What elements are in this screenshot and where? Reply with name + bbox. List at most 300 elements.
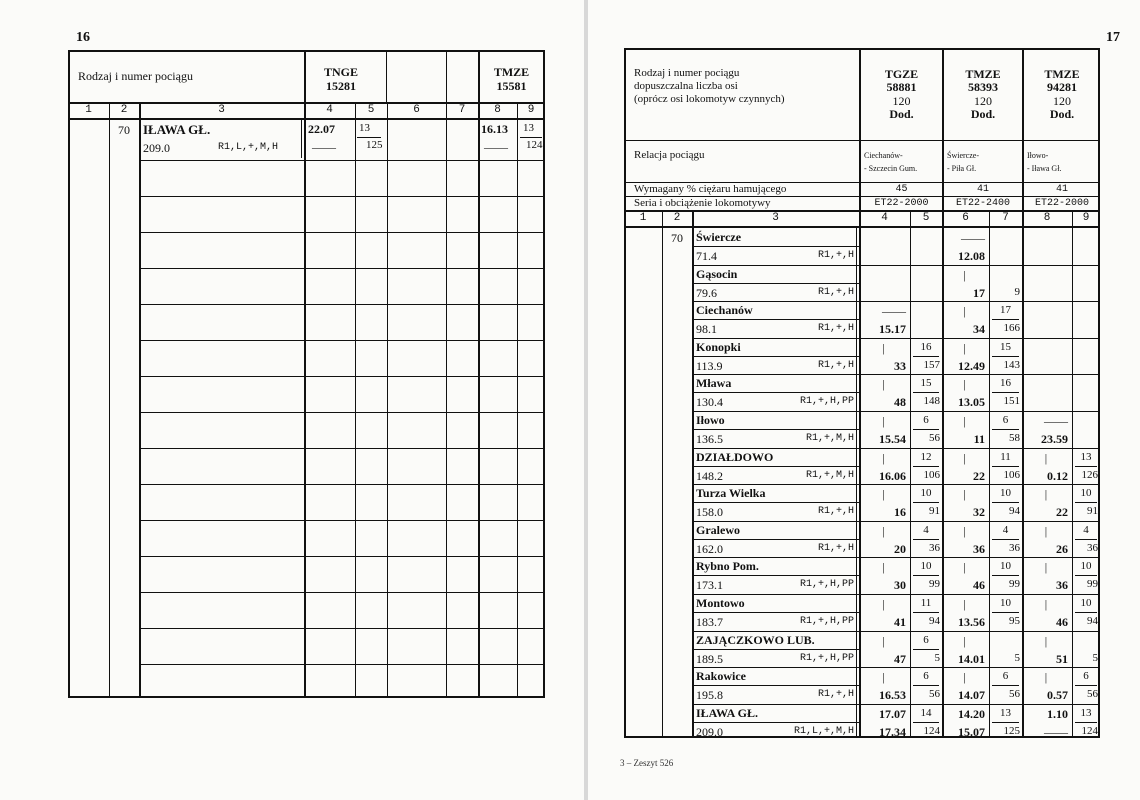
station-name: Iłowo <box>696 413 725 427</box>
run-minutes: 6 <box>923 633 929 646</box>
column-line <box>1072 210 1073 738</box>
speed-limit: 148 <box>923 395 940 408</box>
station-codes: R1,+,H <box>817 323 854 335</box>
run-minutes: 6 <box>923 414 929 426</box>
km-post: 98.1 <box>696 322 717 337</box>
run-minutes: 10 <box>1000 597 1011 609</box>
fraction-line <box>992 429 1019 430</box>
axle-count: 120 <box>1053 94 1071 108</box>
station-codes: R1,+,H <box>817 250 854 261</box>
arrival-time: | <box>963 487 966 502</box>
fraction-line <box>357 137 381 138</box>
numbers-bottom <box>624 226 1100 228</box>
row-line <box>692 521 1100 522</box>
train-relation: - Szczecin Gum. <box>864 164 918 173</box>
column-number: 2 <box>120 104 128 116</box>
row-line <box>139 196 545 197</box>
speed-limit: 36 <box>929 541 940 554</box>
arrival-time: | <box>1044 633 1048 648</box>
speed-limit: 124 <box>923 724 940 737</box>
station-codes: R1,+,H,PP <box>799 616 854 627</box>
fraction-line <box>992 722 1019 723</box>
station-name: Montowo <box>696 596 745 610</box>
departure-time: 34 <box>973 322 985 337</box>
departure-time: 33 <box>894 358 906 373</box>
station-codes: R1,+,H,PP <box>799 396 854 408</box>
speed-limit: 56 <box>1087 688 1098 701</box>
speed-limit: 95 <box>1009 615 1020 627</box>
fraction-line <box>913 685 939 686</box>
row-subline <box>692 392 859 393</box>
departure-time: 17 <box>973 285 985 300</box>
arrival-time: | <box>1044 450 1048 465</box>
station-name: IŁAWA GŁ. <box>143 122 211 137</box>
speed-limit: 125 <box>366 139 383 151</box>
departure-time: 11 <box>973 432 985 446</box>
column-line <box>517 102 518 698</box>
train-note: Dod. <box>970 107 996 121</box>
speed-limit: 36 <box>1009 541 1020 554</box>
fraction-line <box>992 575 1019 576</box>
departure-time: 41 <box>894 615 906 629</box>
km-post: 173.1 <box>696 578 723 593</box>
row-line <box>139 376 545 377</box>
run-minutes: 16 <box>920 340 932 353</box>
departure-time: 15.17 <box>879 322 906 337</box>
train-relation: Iłowo- <box>1027 151 1049 160</box>
km-post: 195.8 <box>696 688 723 703</box>
row-subline <box>692 246 859 247</box>
station-name: Ciechanów <box>696 303 753 318</box>
km-post: 130.4 <box>696 395 723 410</box>
station-codes: R1,+,H <box>817 506 854 518</box>
station-codes: R1,L,+,M,H <box>218 142 279 153</box>
station-codes: R1,+,M,H <box>805 433 854 444</box>
arrival-time: | <box>882 414 885 428</box>
speed-limit: 91 <box>929 505 940 518</box>
speed-limit: 5 <box>934 651 940 664</box>
row-line <box>692 557 1100 558</box>
departure-time: 26 <box>1056 541 1068 556</box>
departure-time: 48 <box>894 395 906 410</box>
km-post: 136.5 <box>696 432 723 446</box>
header-line <box>624 210 1100 212</box>
run-minutes: 13 <box>359 122 370 134</box>
double-line <box>856 228 857 736</box>
train-relation: - Iława Gł. <box>1027 164 1062 173</box>
speed-limit: 143 <box>1003 358 1020 371</box>
fraction-line <box>1075 612 1097 613</box>
header-label: dopuszczalna liczba osi <box>634 80 738 92</box>
arrival-time: | <box>882 377 885 392</box>
page-number: 16 <box>76 30 90 45</box>
arrival-time: | <box>1044 523 1048 538</box>
row-subline <box>692 466 859 467</box>
fraction-line <box>520 137 542 138</box>
column-number: 6 <box>962 212 969 224</box>
speed-limit: 94 <box>1087 615 1098 627</box>
frame-right <box>1098 48 1100 738</box>
fraction-line <box>913 575 939 576</box>
run-minutes: 13 <box>1080 450 1092 463</box>
run-minutes: 6 <box>923 670 929 683</box>
row-subline <box>692 539 859 540</box>
row-subline <box>692 649 859 650</box>
station-name: IŁAWA GŁ. <box>696 705 759 720</box>
train-relation: Świercze- <box>947 151 979 160</box>
run-minutes: 10 <box>920 487 932 500</box>
km-post: 71.4 <box>696 249 717 263</box>
column-line <box>692 210 694 738</box>
column-number: 5 <box>367 104 375 116</box>
speed-limit: 56 <box>929 432 940 444</box>
departure-time: 12.49 <box>958 358 985 373</box>
km-post: 79.6 <box>696 285 717 300</box>
arrival-time: | <box>963 414 966 428</box>
run-minutes: 10 <box>1080 487 1092 500</box>
row-line <box>139 448 545 449</box>
column-number: 4 <box>881 212 888 224</box>
departure-time: 23.59 <box>1041 432 1068 446</box>
run-minutes: 15 <box>1000 340 1011 353</box>
station-codes: R1,+,H <box>817 286 854 298</box>
column-number: 8 <box>494 104 501 116</box>
speed-limit: 124 <box>526 139 543 151</box>
header-line <box>624 140 1100 141</box>
column-number: 7 <box>1002 212 1009 224</box>
run-minutes: 6 <box>1002 414 1009 426</box>
speed-limit: 5 <box>1014 651 1020 664</box>
km-post: 148.2 <box>696 468 723 483</box>
frame-left <box>624 48 626 738</box>
row-line <box>692 667 1100 668</box>
run-minutes: 16 <box>1000 377 1011 390</box>
speed-limit: 124 <box>1081 724 1098 737</box>
row-line <box>692 338 1100 339</box>
arrival-time: | <box>882 340 885 355</box>
row-line <box>692 374 1100 375</box>
speed-limit: 166 <box>1003 322 1020 335</box>
row-line <box>692 301 1100 302</box>
train-type: TGZE <box>884 67 919 81</box>
arrival-time: 1.10 <box>1047 706 1068 721</box>
column-number: 5 <box>922 212 930 224</box>
arrival-time: 17.07 <box>879 706 906 721</box>
speed-limit: 125 <box>1003 724 1020 737</box>
loco-label: Seria i obciążenie lokomotywy <box>634 197 771 209</box>
run-minutes: 17 <box>1000 304 1011 317</box>
column-number: 6 <box>413 104 420 116</box>
train-relation: Ciechanów- <box>864 151 903 160</box>
row-subline <box>692 575 859 576</box>
departure-time: 30 <box>894 578 906 593</box>
station-codes: R1,+,H <box>817 359 854 371</box>
speed-limit: 126 <box>1081 468 1098 481</box>
station-name: Gralewo <box>696 522 740 537</box>
departure-time: 15.54 <box>879 432 906 446</box>
fraction-line <box>1075 502 1097 503</box>
fraction-line <box>992 466 1019 467</box>
km-post: 113.9 <box>696 358 723 373</box>
arrival-time: | <box>1044 487 1048 502</box>
speed-limit: 99 <box>1009 578 1020 591</box>
departure-time: 47 <box>894 651 906 666</box>
column-line <box>387 102 388 698</box>
departure-time: 13.56 <box>958 615 985 629</box>
row-line <box>692 631 1100 632</box>
row-line <box>692 448 1100 449</box>
column-line <box>446 102 447 698</box>
line-number: 70 <box>118 123 130 137</box>
station-codes: R1,+,H <box>817 542 854 554</box>
km-post: 209.0 <box>696 724 723 739</box>
speed-limit: 91 <box>1087 505 1098 518</box>
station-name: DZIAŁDOWO <box>696 449 774 464</box>
run-minutes: 13 <box>1000 706 1011 719</box>
fraction-line <box>1075 685 1097 686</box>
run-minutes: 10 <box>1080 560 1092 573</box>
departure-time: 16.53 <box>879 688 906 703</box>
run-minutes: 4 <box>1002 523 1009 536</box>
arrival-time: | <box>963 340 966 355</box>
speed-limit: 94 <box>1009 505 1020 518</box>
arrival-time: —— <box>961 231 985 245</box>
departure-time: —— <box>484 140 508 154</box>
row-line <box>139 232 545 233</box>
column-number: 9 <box>1082 212 1090 224</box>
arrival-time: —— <box>1044 414 1068 428</box>
speed-limit: 99 <box>929 578 940 591</box>
row-subline <box>692 356 859 357</box>
train-number: 58393 <box>968 80 998 94</box>
train-number: 58881 <box>886 80 917 94</box>
header-label: Rodzaj i numer pociągu <box>78 69 193 83</box>
station-codes: R1,L,+,M,H <box>793 725 854 737</box>
arrival-time: 14.20 <box>958 706 985 721</box>
speed-limit: 151 <box>1003 395 1020 408</box>
row-line <box>139 556 545 557</box>
page-number: 17 <box>1106 30 1120 45</box>
row-line <box>139 160 545 161</box>
departure-time: —— <box>1044 724 1068 739</box>
departure-time: 17.34 <box>879 724 906 739</box>
train-number: 94281 <box>1047 80 1077 94</box>
station-codes: R1,+,H,PP <box>799 579 854 591</box>
run-minutes: 14 <box>920 706 932 719</box>
station-codes: R1,+,H <box>817 689 854 701</box>
row-subline <box>692 722 859 723</box>
train-type: TMZE <box>1044 67 1080 81</box>
frame-top <box>68 50 545 52</box>
left-timetable <box>68 50 545 698</box>
brake-percent: 41 <box>976 184 989 195</box>
station-name: Mława <box>696 376 732 391</box>
fraction-line <box>992 539 1019 540</box>
arrival-time: | <box>1044 560 1048 575</box>
header-divider <box>386 50 387 102</box>
fraction-line <box>913 502 939 503</box>
station-name: Rakowice <box>696 669 746 684</box>
fraction-line <box>1075 722 1097 723</box>
fraction-line <box>913 539 939 540</box>
row-subline <box>692 502 859 503</box>
km-post: 158.0 <box>696 505 723 520</box>
fraction-line <box>1075 466 1097 467</box>
fraction-line <box>992 612 1019 613</box>
speed-limit: 106 <box>1003 468 1020 481</box>
speed-limit: 5 <box>1092 651 1098 664</box>
departure-time: 16 <box>894 505 906 520</box>
arrival-time: | <box>963 633 966 648</box>
run-minutes: 4 <box>1083 523 1089 536</box>
departure-time: 20 <box>894 541 906 556</box>
loco-series: ET22-2000 <box>1034 198 1089 209</box>
row-line <box>139 520 545 521</box>
fraction-line <box>913 466 939 467</box>
run-minutes: 10 <box>1000 560 1011 573</box>
header-label: (oprócz osi lokomotyw czynnych) <box>634 93 785 105</box>
run-minutes: 6 <box>1002 670 1009 683</box>
arrival-time: | <box>963 304 966 319</box>
train-relation: - Piła Gł. <box>947 164 977 173</box>
column-number: 2 <box>673 212 681 224</box>
train-type: TNGE <box>323 65 358 79</box>
row-line <box>139 664 545 665</box>
row-subline <box>692 429 859 430</box>
fraction-line <box>992 319 1019 320</box>
row-line <box>692 484 1100 485</box>
departure-time: 13.05 <box>958 395 985 410</box>
loco-series: ET22-2000 <box>874 198 929 209</box>
km-post: 162.0 <box>696 541 723 556</box>
row-line <box>139 304 545 305</box>
arrival-time: | <box>1044 597 1048 611</box>
departure-time: 12.08 <box>958 249 985 263</box>
relation-label: Relacja pociągu <box>634 149 705 161</box>
station-codes: R1,+,M,H <box>805 469 854 481</box>
double-line <box>301 120 302 158</box>
brake-percent: 45 <box>895 184 908 195</box>
departure-time: 16.06 <box>879 468 906 483</box>
arrival-time: | <box>882 523 885 538</box>
brake-label: Wymagany % ciężaru hamującego <box>634 183 787 195</box>
run-minutes: 11 <box>1000 450 1011 463</box>
station-name: Turza Wielka <box>696 486 766 501</box>
row-line <box>139 592 545 593</box>
departure-time: 14.01 <box>958 651 985 666</box>
fraction-line <box>913 722 939 723</box>
speed-limit: 56 <box>1009 688 1020 701</box>
frame-top <box>624 48 1100 50</box>
header-divider <box>446 50 447 102</box>
fraction-line <box>1075 575 1097 576</box>
row-subline <box>692 685 859 686</box>
row-line <box>139 340 545 341</box>
departure-time: 0.12 <box>1047 468 1068 483</box>
line-number: 70 <box>671 231 683 245</box>
column-line <box>355 102 356 698</box>
run-minutes: 11 <box>920 597 932 609</box>
speed-limit: 106 <box>923 468 940 481</box>
departure-time: 14.07 <box>958 688 985 703</box>
column-line <box>662 210 663 738</box>
arrival-time: | <box>882 597 885 611</box>
fraction-line <box>913 612 939 613</box>
train-type: TMZE <box>493 65 530 79</box>
train-number: 15581 <box>496 79 527 93</box>
station-name: Rybno Pom. <box>696 559 759 574</box>
km-post: 209.0 <box>143 141 170 155</box>
row-line <box>692 704 1100 705</box>
km-post: 189.5 <box>696 651 723 666</box>
column-line <box>304 102 306 698</box>
axle-count: 120 <box>892 94 911 108</box>
row-line <box>139 268 545 269</box>
arrival-time: | <box>963 597 966 611</box>
run-minutes: 4 <box>923 523 929 536</box>
row-subline <box>692 319 859 320</box>
run-minutes: 13 <box>523 122 534 134</box>
column-number: 3 <box>772 212 779 224</box>
station-name: ZAJĄCZKOWO LUB. <box>696 632 815 647</box>
station-name: Konopki <box>696 339 741 354</box>
station-codes: R1,+,H,PP <box>799 652 854 664</box>
row-line <box>692 265 1100 266</box>
run-minutes: 12 <box>920 450 932 463</box>
run-minutes: 10 <box>920 560 932 573</box>
arrival-time: | <box>963 450 966 465</box>
speed-limit: 56 <box>929 688 940 701</box>
fraction-line <box>992 392 1019 393</box>
column-line <box>910 210 911 738</box>
column-number: 8 <box>1043 212 1051 224</box>
departure-time: 32 <box>973 505 985 520</box>
row-line <box>139 628 545 629</box>
brake-percent: 41 <box>1055 184 1068 195</box>
departure-time: —— <box>312 140 336 154</box>
header-label: Rodzaj i numer pociągu <box>634 67 740 79</box>
arrival-time: | <box>963 267 966 282</box>
arrival-time: | <box>963 523 966 538</box>
arrival-time: | <box>882 487 885 502</box>
arrival-time: | <box>1044 670 1048 685</box>
train-note: Dod. <box>889 107 914 121</box>
column-number: 4 <box>326 104 333 116</box>
departure-time: 36 <box>1056 578 1068 593</box>
row-subline <box>692 612 859 613</box>
footer-note: 3 – Zeszyt 526 <box>620 758 674 768</box>
run-minutes: 15 <box>920 377 932 390</box>
column-number: 3 <box>218 104 225 116</box>
train-type: TMZE <box>965 67 1001 81</box>
arrival-time: | <box>882 633 885 648</box>
frame-left <box>68 50 70 698</box>
run-minutes: 13 <box>1080 706 1092 719</box>
departure-time: 0.57 <box>1047 688 1068 703</box>
column-number: 7 <box>458 104 466 116</box>
column-number: 1 <box>85 104 92 116</box>
column-line <box>478 102 480 698</box>
column-number: 9 <box>527 104 535 116</box>
run-minutes: 10 <box>1080 597 1092 609</box>
station-name: Świercze <box>696 230 742 244</box>
fraction-line <box>913 356 939 357</box>
fraction-line <box>913 649 939 650</box>
departure-time: 51 <box>1056 651 1068 666</box>
frame-right <box>543 50 545 698</box>
arrival-time: | <box>963 377 966 392</box>
right-timetable <box>624 48 1100 738</box>
